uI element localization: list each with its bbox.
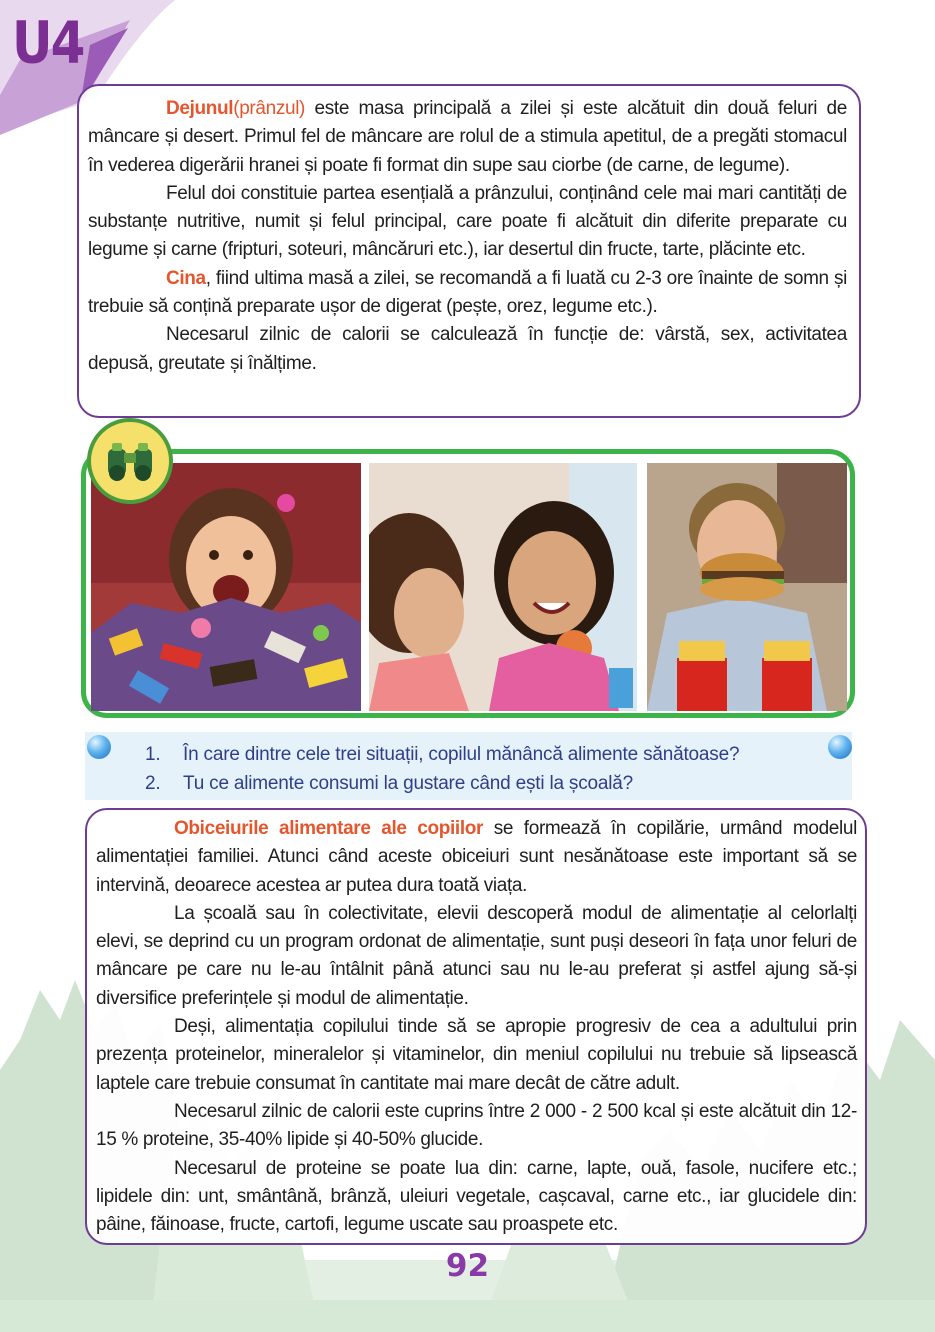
question-text: Tu ce alimente consumi la gustare când ești la școală? [183, 773, 634, 794]
paragraph-lunch [88, 95, 847, 180]
paragraph-text: se formează în copilărie, urmând modelul alimentației familiei. Atunci când aceste obiceiuri sunt nesănătoase este important să se intervină, deoarece acestea ar putea dura toată viața. [96, 818, 857, 896]
binoculars-icon [87, 418, 173, 504]
paragraph-habits [96, 815, 857, 900]
question-item [145, 769, 739, 798]
bullet-dot-left [87, 735, 111, 759]
meals-text-box [77, 84, 861, 418]
question-text: În care dintre cele trei situații, copilul mănâncă alimente sănătoase? [183, 744, 740, 765]
page-number: 92 [445, 1248, 490, 1284]
paragraph-text: , fiind ultima masă a zilei, se recomandă a fi luată cu 2-3 ore înainte de somn și trebuie să conțină preparate ușor de digerat (pește, orez, legume etc.). [88, 267, 847, 318]
unit-label: U4 [12, 9, 84, 77]
paragraph-sources: Necesarul de proteine se poate lua din: carne, lapte, ouă, fasole, nucifere etc.; lipidele din: unt, smântână, brânză, uleiuri vegetale, cașcaval, carne etc., iar glucidele din: pâine, făinoase, fructe, cartofi, legume uscate sau proaspete etc. [96, 1157, 857, 1236]
questions-strip [85, 732, 852, 800]
paragraph-milk: Deși, alimentația copilului tinde să se apropie progresiv de cea a adultului prin prezența proteinelor, mineralelor și vitaminelor, din meniul copilului nu trebuie să lipsească laptele care trebuie consumat în cantitate mai mare decât de către adult. [96, 1016, 857, 1094]
paragraph-calories: Necesarul zilnic de calorii se calculează în funcție de: vârstă, sex, activitatea depusă, greutate și înălțime. [88, 324, 847, 374]
term-lunch-paren: (prânzul) [233, 98, 306, 119]
photo-frame [81, 449, 855, 718]
boy-eating-burger-photo [647, 463, 847, 711]
question-number: 1. [145, 744, 161, 765]
paragraph-school: La școală sau în colectivitate, elevii descoperă modul de alimentație al celorlalți elevi, se deprind cu un program ordonat de alimentație, sunt puși deseori în fața unor feluri de mâncare pe care nu le-au întâlnit până atunci sau nu le-au preferat și astfel ajung să-și diversifice preferințele și modul de alimentație. [96, 902, 857, 1009]
paragraph-child-calories: Necesarul zilnic de calorii este cuprins între 2 000 - 2 500 kcal și este alcătuit din 12-15 % proteine, 35-40% lipide și 40-50% glucide. [96, 1100, 857, 1151]
paragraph-text: este masa principală a zilei și este alcătuit din două feluri de mâncare și desert. Primul fel de mâncare are rolul de a stimula apetitul, de a pregăti stomacul în vederea digerării hranei și poate fi format din supe sau ciorbe (de carne, de legume). [88, 98, 847, 176]
paragraph-main-course: Felul doi constituie partea esențială a prânzului, conținând cele mai mari cantități de substanțe nutritive, numit și felul principal, care poate fi alcătuit din diferite preparate cu legume și carne (fripturi, soteuri, mâncăruri etc.), iar desertul din fructe, tarte, plăcinte etc. [88, 182, 847, 261]
bullet-dot-right [828, 735, 852, 759]
question-item [145, 740, 739, 769]
term-lunch: Dejunul [166, 98, 234, 119]
paragraph-dinner [88, 265, 847, 322]
term-habits: Obiceiurile alimentare ale copiilor [174, 818, 484, 839]
eating-habits-text-box [85, 808, 867, 1245]
term-dinner: Cina [166, 267, 206, 289]
question-number: 2. [145, 773, 161, 794]
girl-eating-fruit-photo [369, 463, 637, 711]
questions-list [145, 740, 739, 798]
